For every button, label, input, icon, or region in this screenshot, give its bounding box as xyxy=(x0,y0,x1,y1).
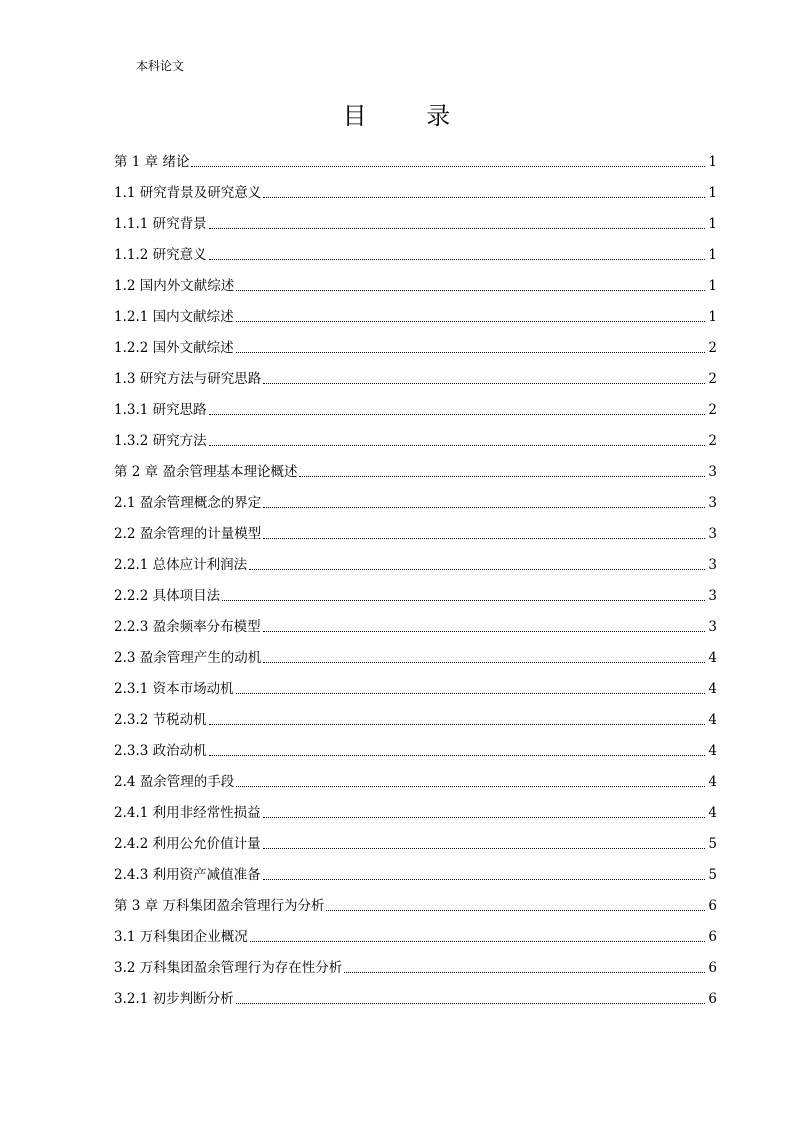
toc-leader-dots xyxy=(263,662,705,663)
toc-entry-page-number: 3 xyxy=(708,495,717,511)
toc-entry-label: 1.3.2 研究方法 xyxy=(114,433,207,449)
toc-entry[interactable] xyxy=(114,946,717,977)
toc-entry-page-number: 2 xyxy=(708,340,717,356)
toc-entry[interactable] xyxy=(114,760,717,791)
toc-entry-page-number: 5 xyxy=(708,867,717,883)
toc-entry-label: 第 3 章 万科集团盈余管理行为分析 xyxy=(114,898,325,914)
toc-leader-dots xyxy=(263,631,706,632)
toc-leader-dots xyxy=(263,197,705,198)
toc-entry[interactable] xyxy=(114,977,717,1008)
toc-leader-dots xyxy=(263,507,705,508)
toc-title: 目 录 xyxy=(342,102,477,130)
page-header: 本科论文 xyxy=(136,59,185,73)
toc-entry-label: 2.1 盈余管理概念的界定 xyxy=(114,495,262,511)
toc-entry-page-number: 4 xyxy=(708,681,717,697)
toc-entry[interactable] xyxy=(114,481,717,512)
toc-entry[interactable] xyxy=(114,729,717,760)
toc-entry-label: 2.2.2 具体项目法 xyxy=(114,588,221,604)
toc-entry[interactable] xyxy=(114,295,717,326)
toc-entry-label: 1.3.1 研究思路 xyxy=(114,402,207,418)
toc-leader-dots xyxy=(209,259,706,260)
toc-entry-label: 2.2.3 盈余频率分布模型 xyxy=(114,619,261,635)
toc-entry[interactable] xyxy=(114,388,717,419)
toc-entry-page-number: 6 xyxy=(708,991,717,1007)
toc-entry-page-number: 5 xyxy=(708,836,717,852)
toc-entry-page-number: 4 xyxy=(708,774,717,790)
toc-entry-page-number: 4 xyxy=(708,805,717,821)
toc-entry[interactable] xyxy=(114,605,717,636)
toc-entry-page-number: 3 xyxy=(708,464,717,480)
toc-entry[interactable] xyxy=(114,171,717,202)
toc-leader-dots xyxy=(263,538,705,539)
toc-entry-page-number: 4 xyxy=(708,743,717,759)
toc-entry-page-number: 2 xyxy=(708,402,717,418)
table-of-contents xyxy=(114,140,717,1008)
toc-entry[interactable] xyxy=(114,264,717,295)
toc-leader-dots xyxy=(236,321,706,322)
toc-entry-label: 2.3.2 节税动机 xyxy=(114,712,207,728)
toc-entry-page-number: 3 xyxy=(708,526,717,542)
toc-leader-dots xyxy=(209,414,706,415)
toc-entry[interactable] xyxy=(114,233,717,264)
toc-leader-dots xyxy=(209,228,706,229)
toc-entry-page-number: 1 xyxy=(708,278,717,294)
toc-entry-page-number: 1 xyxy=(708,309,717,325)
toc-entry-label: 2.4.2 利用公允价值计量 xyxy=(114,836,261,852)
toc-entry[interactable] xyxy=(114,202,717,233)
toc-leader-dots xyxy=(236,693,706,694)
toc-leader-dots xyxy=(250,941,706,942)
toc-entry-label: 1.2.2 国外文献综述 xyxy=(114,340,234,356)
toc-leader-dots xyxy=(326,910,705,911)
toc-leader-dots xyxy=(263,879,706,880)
toc-leader-dots xyxy=(209,724,706,725)
toc-entry-page-number: 1 xyxy=(708,154,717,170)
toc-entry-page-number: 1 xyxy=(708,185,717,201)
toc-entry-page-number: 1 xyxy=(708,247,717,263)
toc-leader-dots xyxy=(263,848,706,849)
toc-leader-dots xyxy=(222,600,705,601)
toc-entry[interactable] xyxy=(114,140,717,171)
toc-entry[interactable] xyxy=(114,822,717,853)
toc-entry[interactable] xyxy=(114,543,717,574)
toc-entry-label: 3.1 万科集团企业概况 xyxy=(114,929,248,945)
toc-entry-label: 第 1 章 绪论 xyxy=(114,154,190,170)
toc-entry-label: 1.1.1 研究背景 xyxy=(114,216,207,232)
toc-leader-dots xyxy=(191,166,705,167)
toc-entry-label: 2.4 盈余管理的手段 xyxy=(114,774,235,790)
toc-entry[interactable] xyxy=(114,791,717,822)
toc-entry-page-number: 6 xyxy=(708,929,717,945)
toc-entry[interactable] xyxy=(114,698,717,729)
toc-entry[interactable] xyxy=(114,574,717,605)
toc-entry-page-number: 2 xyxy=(708,371,717,387)
toc-entry-label: 3.2.1 初步判断分析 xyxy=(114,991,234,1007)
toc-entry-label: 2.2.1 总体应计利润法 xyxy=(114,557,248,573)
toc-entry-label: 2.4.1 利用非经常性损益 xyxy=(114,805,261,821)
toc-leader-dots xyxy=(236,1003,706,1004)
toc-entry-page-number: 3 xyxy=(708,588,717,604)
toc-leader-dots xyxy=(263,383,705,384)
toc-entry-label: 3.2 万科集团盈余管理行为存在性分析 xyxy=(114,960,343,976)
toc-entry-label: 第 2 章 盈余管理基本理论概述 xyxy=(114,464,298,480)
toc-entry-label: 1.1 研究背景及研究意义 xyxy=(114,185,262,201)
toc-entry-page-number: 4 xyxy=(708,712,717,728)
toc-leader-dots xyxy=(236,786,705,787)
toc-entry[interactable] xyxy=(114,884,717,915)
toc-entry-page-number: 6 xyxy=(708,960,717,976)
toc-entry[interactable] xyxy=(114,853,717,884)
toc-entry-label: 2.3.3 政治动机 xyxy=(114,743,207,759)
toc-entry-page-number: 1 xyxy=(708,216,717,232)
toc-entry[interactable] xyxy=(114,326,717,357)
toc-entry-label: 1.1.2 研究意义 xyxy=(114,247,207,263)
toc-entry-label: 1.3 研究方法与研究思路 xyxy=(114,371,262,387)
toc-entry-label: 1.2.1 国内文献综述 xyxy=(114,309,234,325)
toc-leader-dots xyxy=(209,445,706,446)
toc-leader-dots xyxy=(236,290,705,291)
toc-entry[interactable] xyxy=(114,419,717,450)
toc-entry-label: 2.2 盈余管理的计量模型 xyxy=(114,526,262,542)
toc-entry-label: 1.2 国内外文献综述 xyxy=(114,278,235,294)
toc-entry-label: 2.3.1 资本市场动机 xyxy=(114,681,234,697)
toc-entry-page-number: 3 xyxy=(708,619,717,635)
toc-leader-dots xyxy=(344,972,705,973)
toc-leader-dots xyxy=(209,755,706,756)
toc-entry-page-number: 4 xyxy=(708,650,717,666)
toc-entry[interactable] xyxy=(114,450,717,481)
toc-entry[interactable] xyxy=(114,636,717,667)
toc-entry-label: 2.3 盈余管理产生的动机 xyxy=(114,650,262,666)
toc-entry[interactable] xyxy=(114,667,717,698)
toc-leader-dots xyxy=(249,569,705,570)
toc-entry[interactable] xyxy=(114,357,717,388)
toc-leader-dots xyxy=(263,817,706,818)
toc-entry-page-number: 3 xyxy=(708,557,717,573)
toc-entry[interactable] xyxy=(114,512,717,543)
toc-entry-page-number: 2 xyxy=(708,433,717,449)
toc-entry[interactable] xyxy=(114,915,717,946)
toc-entry-page-number: 6 xyxy=(708,898,717,914)
toc-leader-dots xyxy=(236,352,706,353)
toc-leader-dots xyxy=(299,476,705,477)
toc-entry-label: 2.4.3 利用资产减值准备 xyxy=(114,867,261,883)
